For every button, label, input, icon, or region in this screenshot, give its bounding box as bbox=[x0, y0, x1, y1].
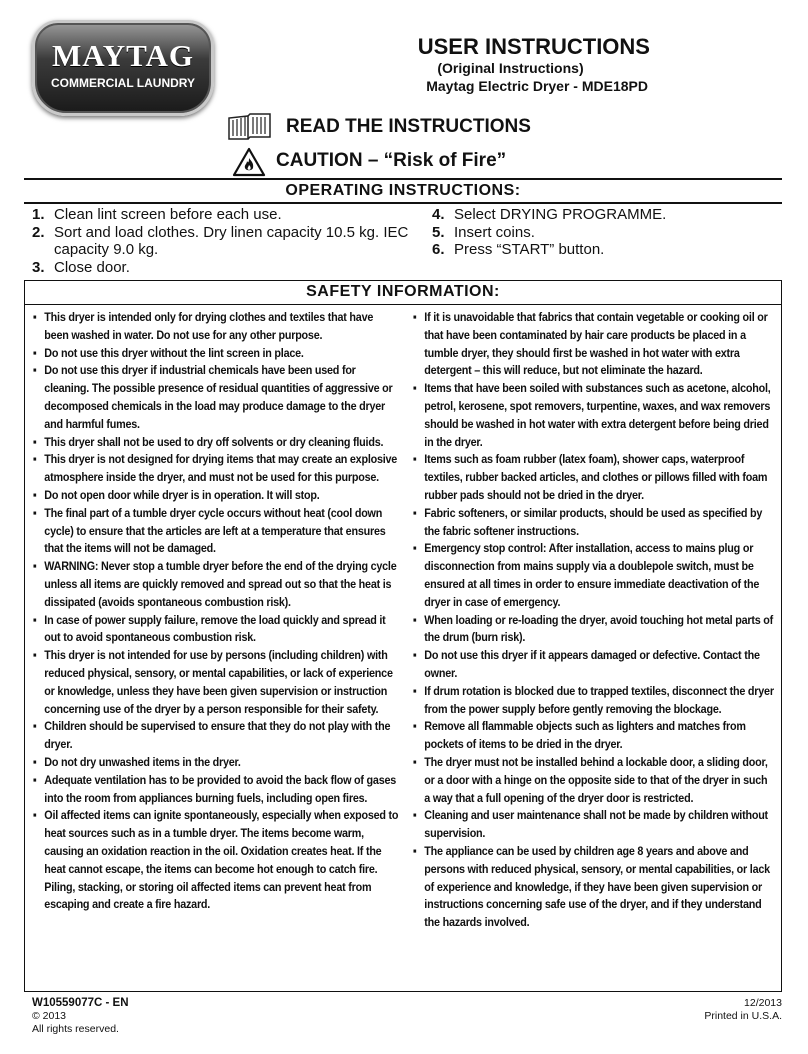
bullet-icon: ▪ bbox=[33, 754, 37, 769]
safety-item bbox=[413, 309, 775, 380]
safety-item-text: The final part of a tumble dryer cycle occurs without heat (cool down cycle) to ensure that the articles are left at a temperature that ensures that the items will not be damaged. bbox=[44, 505, 386, 556]
safety-item-text: Items such as foam rubber (latex foam), shower caps, waterproof textiles, rubber backed articles, and clothes or pillows filled with foam rubber pads should not be dried in the dryer. bbox=[424, 452, 768, 502]
safety-item bbox=[413, 647, 775, 683]
safety-item bbox=[33, 612, 399, 648]
footer-right bbox=[704, 997, 782, 1023]
document-code: W10559077C - EN bbox=[32, 997, 129, 1009]
safety-item bbox=[33, 718, 399, 754]
safety-item bbox=[33, 772, 399, 808]
bullet-icon: ▪ bbox=[33, 487, 37, 502]
safety-item-text: Do not use this dryer without the lint screen in place. bbox=[44, 345, 304, 360]
safety-item-text: This dryer is not intended for use by persons (including children) with reduced physical, sensory, or mental capabilities, or lack of experience or knowledge, unless they have been given supervision or instruction concerning use of the dryer by a person responsible for their safety. bbox=[44, 648, 393, 716]
safety-item bbox=[413, 683, 775, 719]
safety-item bbox=[33, 434, 399, 452]
safety-item-text: This dryer is not designed for drying items that may create an explosive atmosphere inside the dryer, and must not be used for this purpose. bbox=[44, 452, 398, 485]
operating-step: 2. Sort and load clothes. Dry linen capacity 10.5 kg. IEC capacity 9.0 kg. bbox=[32, 223, 409, 258]
operating-step: 4. Select DRYING PROGRAMME. bbox=[432, 206, 667, 223]
caution-label: CAUTION – “Risk of Fire” bbox=[276, 150, 507, 171]
safety-item-text: Fabric softeners, or similar products, should be used as specified by the fabric softener instructions. bbox=[424, 505, 763, 538]
operating-steps-left bbox=[32, 206, 422, 276]
safety-item-text: Oil affected items can ignite spontaneously, especially when exposed to heat sources such as in a tumble dryer. The items become warm, causing an oxidation reaction in the oil. Oxidation creates heat. If the heat cannot escape, the items can become hot enough to catch fire. Piling, stacking, or storing oil affected items can prevent heat from escaping and create a fire hazard. bbox=[44, 808, 399, 912]
bullet-icon: ▪ bbox=[413, 381, 417, 396]
safety-item bbox=[33, 451, 399, 487]
safety-item-text: If it is unavoidable that fabrics that contain vegetable or cooking oil or that have been contaminated by hair care products be placed in a tumble dryer, they should first be washed in hot water with extra detergent – this will reduce, but not eliminate the hazard. bbox=[424, 310, 768, 378]
safety-item-text: Emergency stop control: After installation, access to mains plug or disconnection from mains supply via a doublepole switch, must be ensured at all times in order to ensure immediate deactivation of the dryer in case of emergency. bbox=[424, 541, 760, 609]
rights-reserved: All rights reserved. bbox=[32, 1023, 119, 1035]
bullet-icon: ▪ bbox=[413, 719, 417, 734]
copyright: © 2013 bbox=[32, 1010, 67, 1022]
read-instructions-label: READ THE INSTRUCTIONS bbox=[286, 116, 531, 137]
safety-item-text: The dryer must not be installed behind a lockable door, a sliding door, or a door with a hinge on the opposite side to that of the dryer in such a way that a full opening of the dryer door is restricted. bbox=[424, 754, 768, 805]
bullet-icon: ▪ bbox=[413, 452, 417, 467]
bullet-icon: ▪ bbox=[33, 648, 37, 663]
safety-list-right bbox=[413, 309, 775, 932]
safety-item bbox=[413, 451, 775, 504]
print-date: 12/2013 bbox=[744, 997, 782, 1009]
printed-in: Printed in U.S.A. bbox=[704, 1010, 782, 1022]
safety-item-text: Do not dry unwashed items in the dryer. bbox=[44, 754, 241, 769]
safety-item-text: Do not open door while dryer is in operation. It will stop. bbox=[44, 487, 320, 502]
safety-item-text: Remove all flammable objects such as lighters and matches from pockets of items to be dried in the dryer. bbox=[424, 719, 746, 752]
bullet-icon: ▪ bbox=[413, 505, 417, 520]
safety-item-text: Adequate ventilation has to be provided to avoid the back flow of gases into the room from appliances burning fuels, including open fires. bbox=[44, 772, 397, 805]
safety-item-text: Do not use this dryer if it appears damaged or defective. Contact the owner. bbox=[424, 648, 760, 680]
safety-item bbox=[413, 505, 775, 541]
bullet-icon: ▪ bbox=[33, 559, 37, 574]
safety-item bbox=[33, 309, 399, 345]
manual-book-icon bbox=[226, 112, 274, 142]
operating-step: 5. Insert coins. bbox=[432, 223, 535, 241]
operating-steps-right bbox=[432, 206, 782, 259]
document-subtitle-original: (Original Instructions) bbox=[437, 60, 584, 76]
safety-item bbox=[413, 380, 775, 451]
safety-item-text: This dryer is intended only for drying clothes and textiles that have been washed in water. Do not use for any other purpose. bbox=[44, 310, 374, 342]
bullet-icon: ▪ bbox=[413, 683, 417, 698]
safety-item-text: When loading or re-loading the dryer, avoid touching hot metal parts of the drum (burn risk). bbox=[424, 612, 774, 645]
operating-instructions-heading: OPERATING INSTRUCTIONS: bbox=[24, 178, 782, 204]
safety-item-text: If drum rotation is blocked due to trapped textiles, disconnect the dryer from the power supply before gently removing the blockage. bbox=[424, 683, 774, 716]
fire-warning-icon bbox=[232, 147, 266, 177]
bullet-icon: ▪ bbox=[413, 648, 417, 663]
bullet-icon: ▪ bbox=[33, 772, 37, 787]
footer-left bbox=[32, 997, 129, 1036]
bullet-icon: ▪ bbox=[413, 843, 417, 858]
operating-step: 1. Clean lint screen before each use. bbox=[32, 206, 282, 223]
bullet-icon: ▪ bbox=[33, 719, 37, 734]
bullet-icon: ▪ bbox=[33, 310, 37, 324]
document-subtitle-model: Maytag Electric Dryer - MDE18PD bbox=[426, 78, 648, 94]
safety-item bbox=[33, 487, 399, 505]
bullet-icon: ▪ bbox=[413, 541, 417, 556]
safety-item bbox=[33, 558, 399, 611]
safety-item-text: The appliance can be used by children age 8 years and above and persons with reduced physical, sensory, or mental capabilities, or lack of experience and knowledge, if they have been given supervision or instructions concerning safe use of the dryer, and if they understand the hazards involved. bbox=[424, 843, 770, 930]
logo-brand: MAYTAG bbox=[51, 38, 195, 73]
bullet-icon: ▪ bbox=[33, 505, 37, 520]
bullet-icon: ▪ bbox=[33, 363, 37, 378]
safety-item-text: In case of power supply failure, remove the load quickly and spread it out to avoid spontaneous combustion risk. bbox=[44, 612, 386, 645]
safety-information-heading: SAFETY INFORMATION: bbox=[25, 281, 781, 305]
safety-item bbox=[33, 807, 399, 914]
safety-item-text: This dryer shall not be used to dry off solvents or dry cleaning fluids. bbox=[44, 434, 384, 449]
document-title: USER INSTRUCTIONS bbox=[417, 34, 650, 59]
bullet-icon: ▪ bbox=[33, 452, 37, 467]
safety-item bbox=[33, 505, 399, 558]
bullet-icon: ▪ bbox=[33, 808, 37, 823]
safety-item-text: Do not use this dryer if industrial chemicals have been used for cleaning. The possible presence of residual quantities of aggressive or decomposed chemicals in the load may produce damage to the dryer and harmful fumes. bbox=[44, 363, 393, 431]
safety-item bbox=[413, 807, 775, 843]
safety-list-left bbox=[33, 309, 399, 914]
bullet-icon: ▪ bbox=[413, 754, 417, 769]
operating-step: 3. Close door. bbox=[32, 258, 130, 276]
safety-item bbox=[33, 345, 399, 363]
maytag-logo bbox=[32, 20, 214, 116]
safety-item-text: Items that have been soiled with substances such as acetone, alcohol, petrol, kerosene, spot removers, turpentine, waxes, and wax removers should be washed in hot water with extra detergent before being dried in the dryer. bbox=[424, 381, 771, 449]
safety-item bbox=[413, 754, 775, 807]
safety-item bbox=[413, 843, 775, 932]
safety-item bbox=[413, 612, 775, 648]
safety-item bbox=[33, 754, 399, 772]
safety-item-text: WARNING: Never stop a tumble dryer before the end of the drying cycle unless all items are quickly removed and spread out so that the heat is dissipated (avoids spontaneous combustion risk). bbox=[44, 559, 397, 609]
safety-information-box bbox=[24, 280, 782, 992]
bullet-icon: ▪ bbox=[33, 612, 37, 627]
safety-item-text: Cleaning and user maintenance shall not be made by children without supervision. bbox=[424, 808, 768, 841]
bullet-icon: ▪ bbox=[33, 345, 37, 360]
bullet-icon: ▪ bbox=[413, 310, 417, 324]
safety-item bbox=[413, 540, 775, 611]
bullet-icon: ▪ bbox=[413, 612, 417, 627]
logo-subtitle: COMMERCIAL LAUNDRY bbox=[51, 76, 195, 90]
safety-item bbox=[33, 647, 399, 718]
safety-item bbox=[413, 718, 775, 754]
operating-step: 6. Press “START” button. bbox=[432, 241, 605, 258]
safety-item-text: Children should be supervised to ensure that they do not play with the dryer. bbox=[44, 719, 391, 752]
bullet-icon: ▪ bbox=[413, 808, 417, 823]
bullet-icon: ▪ bbox=[33, 434, 37, 449]
safety-item bbox=[33, 362, 399, 433]
